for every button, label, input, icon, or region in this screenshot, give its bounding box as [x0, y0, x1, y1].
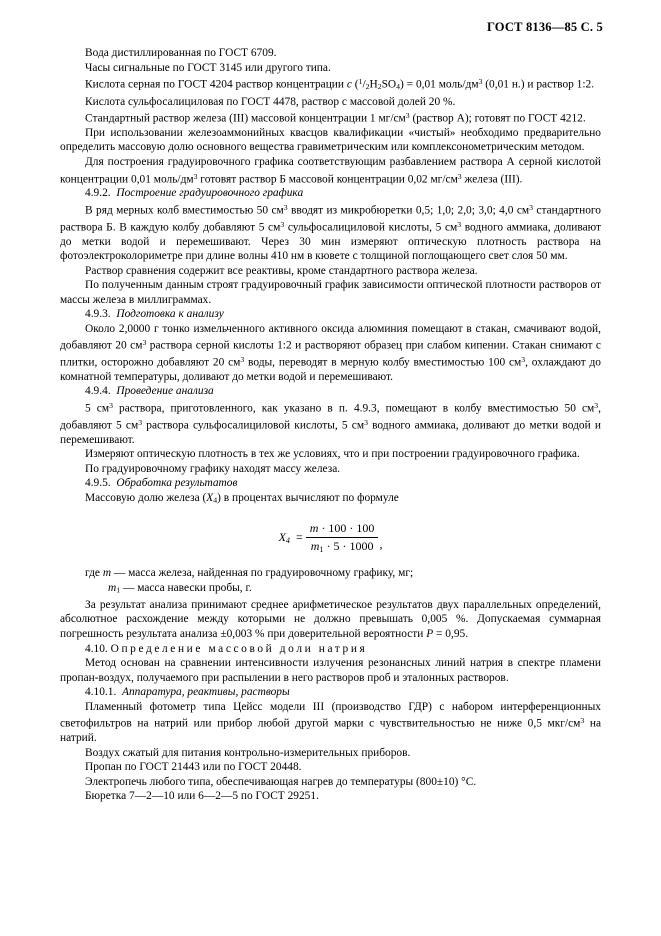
unit-exponent: 3	[457, 219, 462, 229]
heading-4-9-5	[60, 476, 601, 491]
fraction-numerator: 1	[358, 77, 363, 87]
unit-exponent: 3	[193, 171, 198, 181]
text-fragment: сульфосалициловой кислоты, 5 см	[284, 220, 458, 233]
paragraph-plot-construction: По полученным данным строят градуировочный график зависимости оптической плотности растворов от массы железа в миллиграммах.	[60, 279, 601, 306]
paragraph-find-mass: По градуировочному графику находят массу железа.	[85, 462, 341, 475]
text-fragment: на натрий.	[60, 717, 601, 745]
heading-4-9-4	[60, 384, 601, 399]
paragraph-burette: Бюретка 7—2—10 или 6—2—5 по ГОСТ 29251.	[85, 790, 319, 803]
text-fragment: 5 см	[85, 402, 110, 415]
heading-4-9-3	[60, 307, 601, 322]
text-fragment: Массовую долю железа (	[85, 491, 207, 504]
text-fragment: водного аммиака, доливают до метки водой и перемешивают.	[60, 419, 601, 446]
paragraph-where-m	[60, 566, 601, 581]
section-number: 4.9.2.	[85, 187, 111, 200]
text-fragment: железа (III).	[461, 172, 523, 185]
formula-numerator-rest: · 100 · 100	[318, 521, 375, 536]
formula-denominator-var: m	[310, 539, 320, 554]
document-body	[60, 46, 601, 804]
formula-numerator-var: m	[309, 521, 319, 536]
unit-exponent: 3	[364, 417, 368, 427]
chem-so: SO	[381, 78, 397, 91]
text-fragment: За результат анализа принимают среднее арифметическое результатов двух параллельных определений, абсолютное расхождение между которыми не должно превышать 0,005 %. Допускаемая суммарная погрешность результата анализа ±0,003 % при доверительной вероятности	[60, 598, 601, 640]
paragraph-clock: Часы сигнальные по ГОСТ 3145 или другого типа.	[85, 61, 331, 74]
paragraph-water: Вода дистиллированная по ГОСТ 6709.	[85, 47, 277, 59]
fraction-denominator: 2	[365, 82, 370, 92]
text-fragment: раствора серной кислоты 1:2 и растворяют образец при слабом кипении. Стакан снимают с плитки, осторожно добавляют 20 см	[60, 339, 601, 369]
chem-h-sub: 2	[377, 82, 382, 92]
paragraph-reference-solution: Раствор сравнения содержит все реактивы, кроме стандартного раствора железа.	[85, 264, 478, 277]
text-fragment: , добавляют 5 см	[60, 402, 602, 432]
variable-c: c	[346, 78, 352, 91]
paragraph-calibration-prep	[60, 155, 601, 186]
section-number: 4.9.5.	[85, 477, 111, 490]
unit-exponent: 3	[594, 401, 599, 411]
section-title: Подготовка к анализу	[116, 308, 224, 321]
formula-fraction	[306, 521, 379, 554]
paragraph-ammonium-alum: При использовании железоаммонийных квасцов квалификации «чистый» необходимо предварительно определить массовую долю основного вещества гравиметрическим или комплексонометрическим методом.	[60, 126, 601, 154]
unit-exponent: 3	[457, 171, 462, 181]
section-title: Проведение анализа	[116, 385, 214, 398]
formula-trailing-comma: ,	[379, 537, 383, 552]
paragraph-sample-prep	[60, 322, 601, 385]
text-fragment: В ряд мерных колб вместимостью 50 см	[85, 204, 284, 217]
variable-m: m	[102, 567, 112, 580]
text-fragment: где	[85, 567, 103, 580]
unit-exponent: 3	[283, 202, 288, 212]
text-fragment: (раствор А); готовят по ГОСТ 4212.	[409, 112, 586, 125]
text-fragment: стандартного раствора Б. В каждую колбу добавляют 5 см	[60, 204, 601, 233]
formula-equals: =	[295, 530, 303, 545]
variable-m1: m	[108, 581, 117, 594]
text-fragment: Кислота серная по ГОСТ 4204 раствор концентрации	[85, 78, 347, 91]
unit-exponent: 3	[405, 111, 410, 121]
section-number: 4.10.	[85, 642, 108, 655]
text-fragment: Пламенный фотометр типа Цейсс модели III (производство ГДР) с набором интерференционных светофильтров на натрий или прибор любой другой марки с чувствительностью не ниже 0,5 мкг/см	[60, 700, 601, 730]
text-fragment: — масса навески пробы, г.	[120, 581, 252, 594]
variable-x: X	[206, 491, 214, 504]
text-fragment: вводят из микробюретки 0,5; 1,0; 2,0; 3,0; 4,0 см	[287, 204, 530, 217]
heading-4-10-1	[60, 685, 601, 700]
text-fragment: = 0,95.	[433, 627, 469, 640]
paragraph-calibration-procedure	[60, 201, 601, 264]
text-fragment: (0,01 н.) и раствор 1:2.	[482, 78, 595, 91]
section-title: Обработка результатов	[116, 477, 238, 490]
section-number: 4.9.3.	[85, 308, 111, 321]
variable-p: P	[426, 627, 434, 640]
text-fragment: Около 2,0000 г тонко измельченного активного оксида алюминия помещают в стакан, смачивают водой, добавляют 20 см	[60, 322, 601, 352]
unit-exponent: 3	[521, 355, 526, 365]
formula-denominator-rest: · 5 · 1000	[323, 539, 374, 554]
formula-denominator-sub: 1	[319, 544, 324, 554]
formula-lhs	[279, 530, 293, 545]
paragraph-furnace: Электропечь любого типа, обеспечивающая нагрев до температуры (800±10) °С.	[85, 775, 477, 788]
paragraph-sulfuric-acid: Кислота серная по ГОСТ 4204 раствор концентрации c $(^1/_2H_2SO_4) = 0,01$ моль/$дм^3$ (0,01 н.) и раствор 1:2.	[85, 77, 595, 92]
page-header: ГОСТ 8136—85 С. 5	[486, 20, 603, 34]
text-fragment: ) в процентах вычисляют по формуле	[217, 491, 399, 504]
paragraph-measure-density: Измеряют оптическую плотность в тех же условиях, что и при построении градуировочного графика.	[85, 448, 580, 461]
paragraph-iron-standard	[60, 109, 601, 126]
paragraph-sulfosalicylic-acid: Кислота сульфосалициловая по ГОСТ 4478, раствор с массовой долей 20 %.	[85, 95, 456, 108]
unit-exponent: 3	[478, 77, 483, 87]
formula-expression	[279, 521, 383, 554]
unit-exponent: 3	[280, 219, 285, 229]
paragraph-sodium-method: Метод основан на сравнении интенсивности излучения резонансных линий натрия в спектре пламени пропан-воздух, получаемого при распылении в него растворов проб и эталонных растворов.	[60, 657, 601, 684]
unit-exponent: 3	[529, 202, 533, 212]
formula-denominator	[306, 538, 379, 554]
text-fragment: водного аммиака, доливают до метки водой и перемешивают. Через 30 мин измеряют оптическую плотность раствора на фотоэлектроколориметре при длине волны 410 нм в кювете с толщиной поглощающего свет слоя 50 мм.	[60, 220, 601, 263]
text-fragment: воды, переводят в мерную колбу вместимостью 100 см	[244, 356, 522, 369]
formula-lhs-var: X	[278, 530, 286, 545]
section-number: 4.10.1.	[85, 686, 117, 699]
variable-x-subscript: 4	[213, 495, 218, 505]
unit-exponent: 3	[109, 401, 113, 411]
text-fragment: — масса железа, найденная по градуировочному графику, мг;	[111, 567, 414, 580]
paragraph-propane: Пропан по ГОСТ 21443 или по ГОСТ 20448.	[85, 761, 302, 774]
text-fragment: , охлаждают до комнатной температуры, доливают до метки водой и перемешивают.	[60, 356, 601, 383]
text-fragment: Для построения градуировочного графика соответствующим разбавлением раствора А серной кислотой концентрации 0,01 моль/дм	[60, 156, 601, 185]
text-fragment: (	[351, 78, 359, 91]
chem-h: H	[369, 78, 378, 91]
text-fragment: готовят раствор Б массовой концентрации 0,02 мг/см	[197, 172, 458, 185]
heading-4-9-2	[60, 186, 601, 201]
unit-exponent: 3	[240, 355, 245, 365]
text-fragment: раствора, приготовленного, как указано в п. 4.9.3, помещают в колбу вместимостью 50 см	[112, 402, 595, 415]
heading-4-10	[60, 642, 601, 657]
formula-numerator	[306, 521, 379, 538]
text-fragment: Стандартный раствор железа (III) массовой концентрации 1 мг/см	[85, 112, 406, 125]
paragraph-flame-photometer	[60, 700, 601, 746]
section-title: Построение градуировочного графика	[116, 187, 304, 200]
text-fragment: раствора сульфосалициловой кислоты, 5 см	[142, 419, 365, 432]
formula-lhs-sub: 4	[285, 535, 290, 545]
paragraph-analysis-procedure	[60, 399, 601, 447]
unit-exponent: 3	[580, 716, 585, 726]
formula-iron-mass-fraction	[60, 508, 601, 566]
section-title: Определение массовой доли натрия	[110, 642, 368, 655]
paragraph-compressed-air: Воздух сжатый для питания контрольно-измерительных приборов.	[85, 746, 411, 759]
paragraph-result-tolerance	[60, 598, 601, 642]
unit-exponent: 3	[138, 417, 143, 427]
unit-exponent: 3	[142, 338, 147, 348]
chem-so-sub: 4	[396, 82, 401, 92]
variable-m1-subscript: 1	[116, 585, 121, 595]
text-fragment: ) = 0,01 моль/дм	[400, 78, 479, 91]
section-title: Аппаратура, реактивы, растворы	[122, 686, 290, 699]
paragraph-where-m1	[60, 581, 601, 598]
paragraph-formula-intro	[60, 491, 601, 508]
section-number: 4.9.4.	[85, 385, 111, 398]
